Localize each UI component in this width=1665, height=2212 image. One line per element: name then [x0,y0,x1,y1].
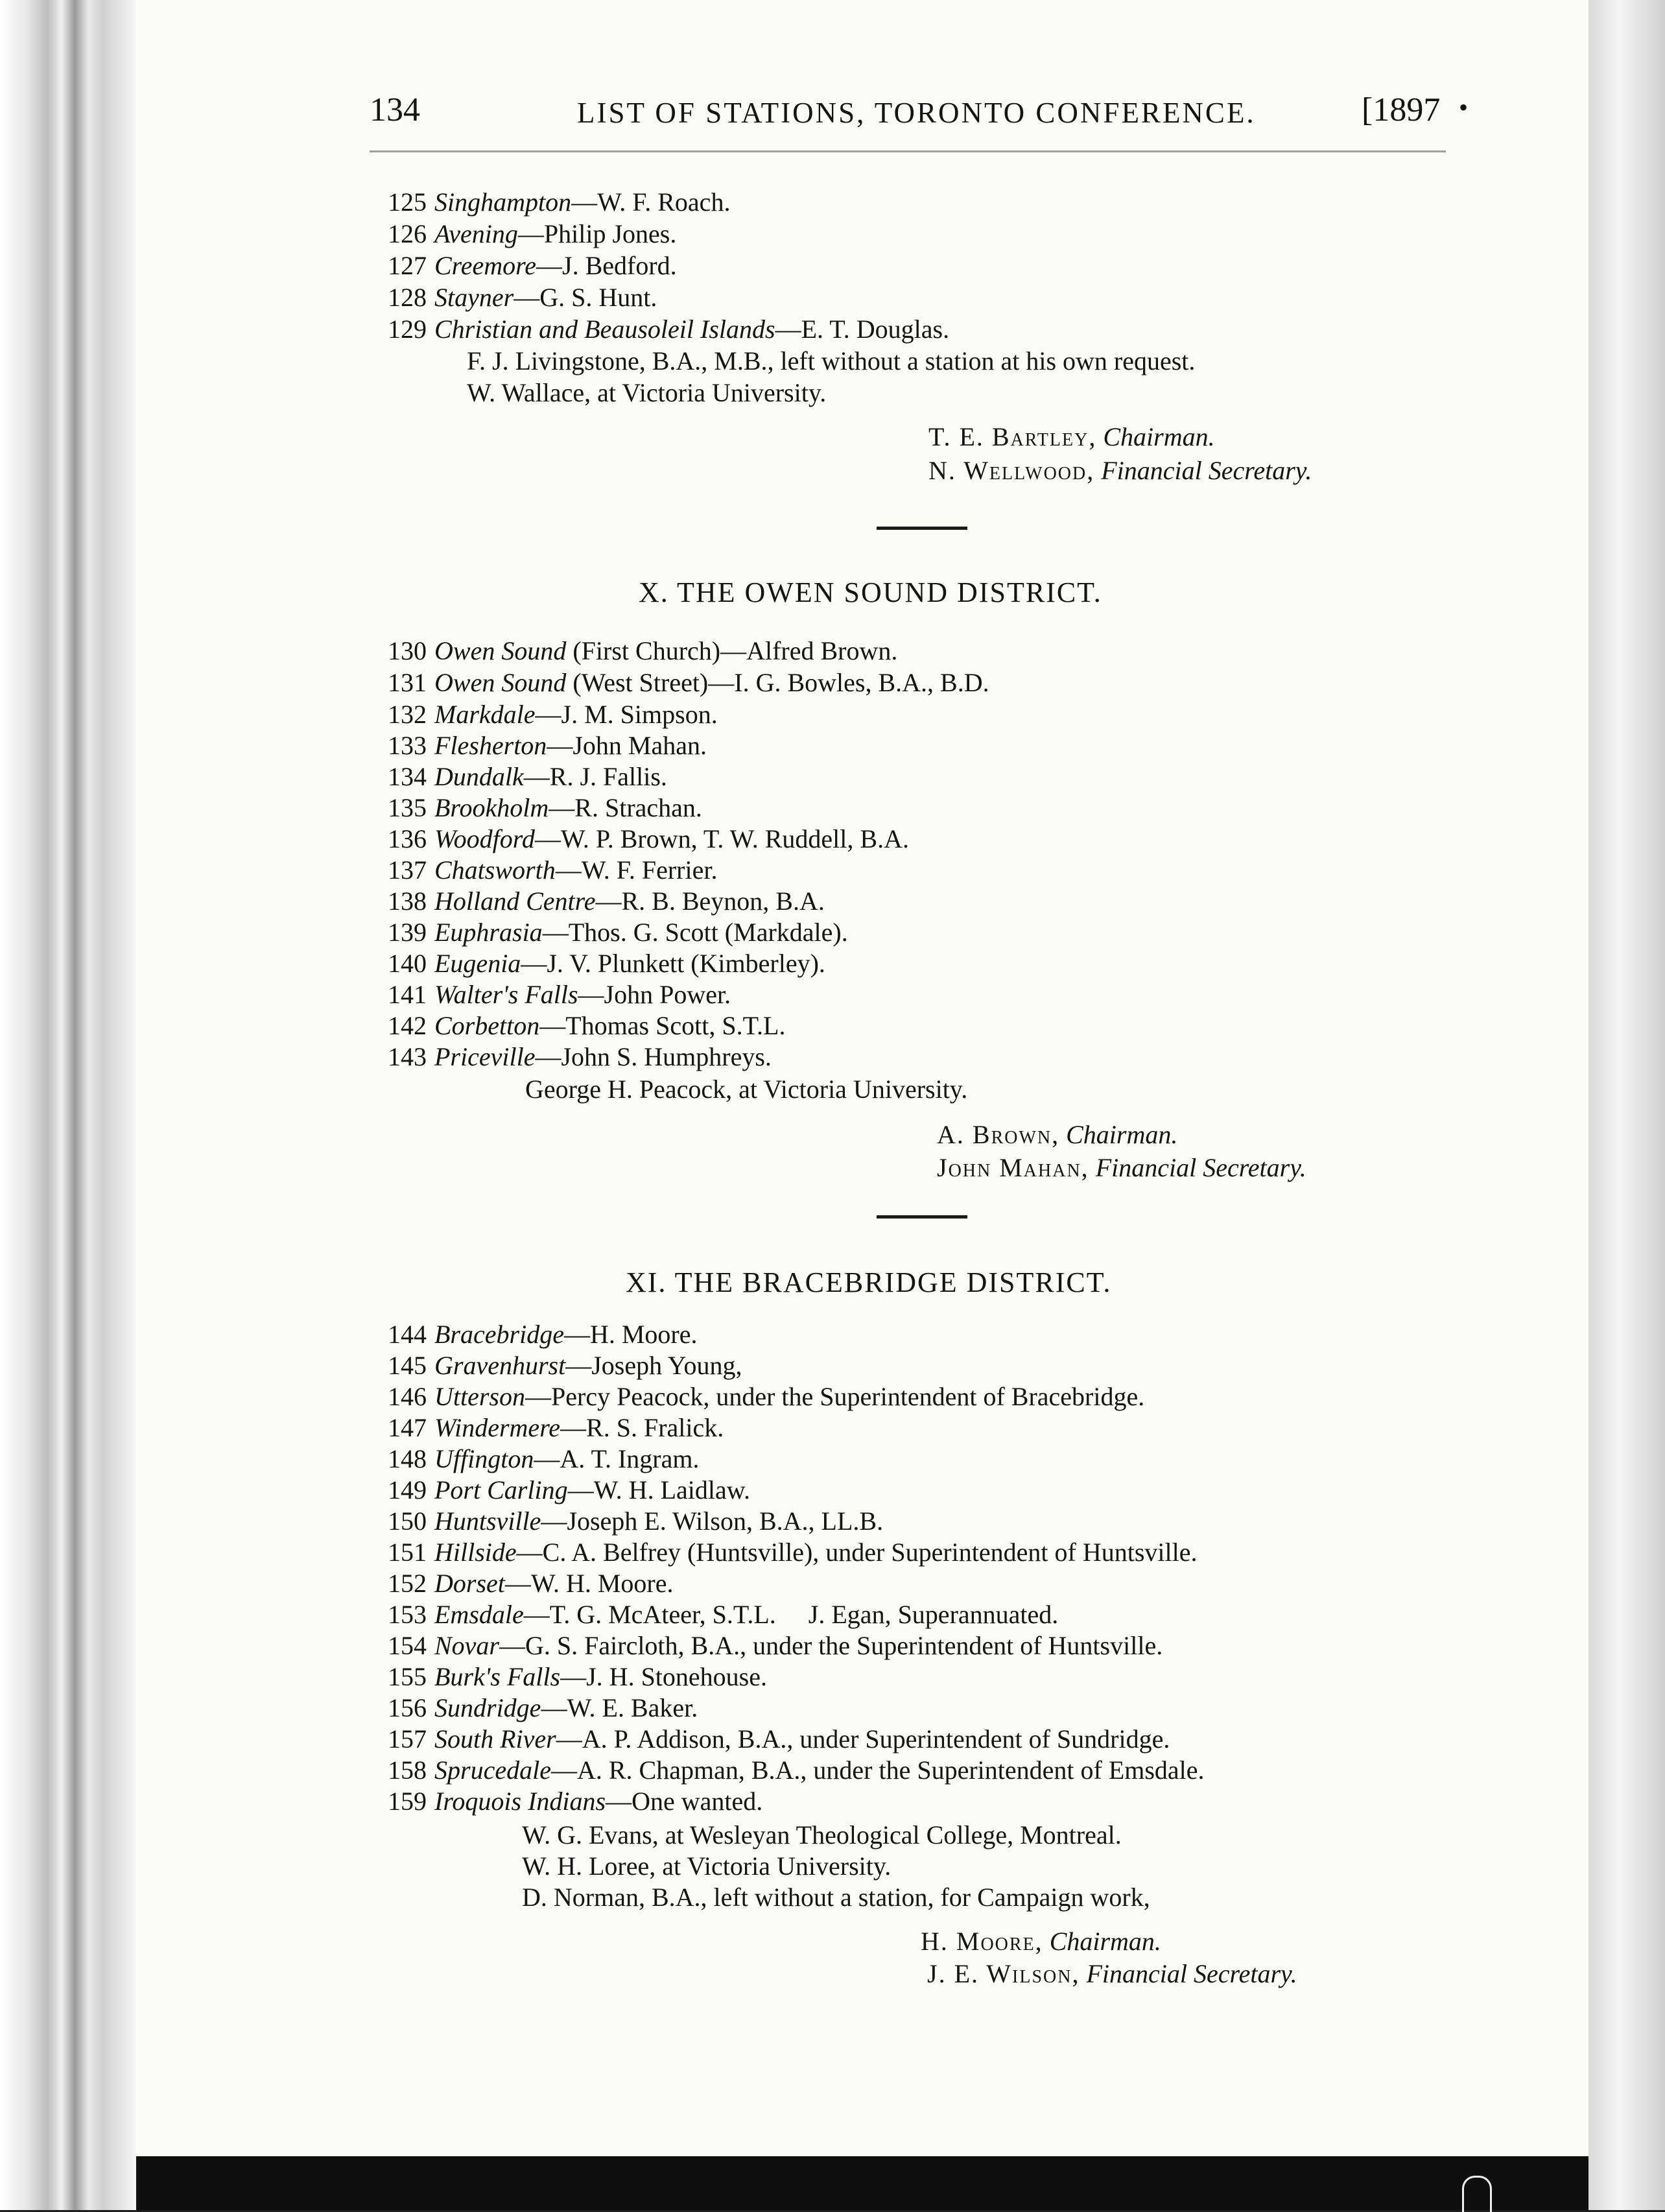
station-entry: 146 Utterson—Percy Peacock, under the Superintendent of Bracebridge. [388,1382,1145,1411]
station-entry: 152 Dorset—W. H. Moore. [388,1569,674,1598]
station-entry: 131 Owen Sound (West Street)—I. G. Bowles, B.A., B.D. [388,668,989,697]
station-entry: 158 Sprucedale—A. R. Chapman, B.A., under the Superintendent of Emsdale. [388,1755,1205,1785]
station-entry: 129 Christian and Beausoleil Islands—E. T. Douglas. [388,315,950,344]
station-entry: 130 Owen Sound (First Church)—Alfred Brown. [388,636,898,665]
station-entry: 148 Uffington—A. T. Ingram. [388,1444,700,1473]
station-entry: 139 Euphrasia—Thos. G. Scott (Markdale). [388,918,848,947]
year-marker: [1897 [1362,91,1441,128]
bottom-shadow [136,2156,1588,2210]
station-entry: 154 Novar—G. S. Faircloth, B.A., under the Superintendent of Huntsville. [388,1631,1163,1660]
header-bullet: • [1459,93,1469,122]
facing-page-edge [1588,0,1665,2210]
station-entry: 151 Hillside—C. A. Belfrey (Huntsville), under Superintendent of Huntsville. [388,1538,1198,1567]
station-entry: 159 Iroquois Indians—One wanted. [388,1787,763,1816]
station-entry: 140 Eugenia—J. V. Plunkett (Kimberley). [388,949,825,978]
station-entry: 135 Brookholm—R. Strachan. [388,793,702,822]
note-line: W. G. Evans, at Wesleyan Theological College, Montreal. [522,1820,1122,1849]
station-entry: 141 Walter's Falls—John Power. [388,980,731,1009]
district-heading: X. THE OWEN SOUND DISTRICT. [639,577,1102,608]
station-entry: 125 Singhampton—W. F. Roach. [388,187,731,217]
note-line: D. Norman, B.A., left without a station, for Campaign work, [522,1883,1150,1912]
station-entry: 128 Stayner—G. S. Hunt. [388,283,657,312]
section-divider [877,1215,967,1219]
note-line: F. J. Livingstone, B.A., M.B., left without a station at his own request. [467,346,1196,375]
station-entry: 132 Markdale—J. M. Simpson. [388,700,718,729]
secretary-signature: John Mahan, Financial Secretary. [937,1153,1306,1182]
header-rule [370,150,1446,152]
page-number: 134 [370,91,420,128]
district-heading: XI. THE BRACEBRIDGE DISTRICT. [626,1267,1112,1298]
running-title: LIST OF STATIONS, TORONTO CONFERENCE. [577,97,1256,129]
station-entry: 126 Avening—Philip Jones. [388,219,677,248]
station-entry: 153 Emsdale—T. G. McAteer, S.T.L. J. Egan, Superannuated. [388,1600,1059,1629]
station-entry: 155 Burk's Falls—J. H. Stonehouse. [388,1662,767,1691]
note-line: W. H. Loree, at Victoria University. [522,1851,892,1881]
station-entry: 138 Holland Centre—R. B. Beynon, B.A. [388,886,825,916]
station-entry: 127 Creemore—J. Bedford. [388,251,677,280]
station-entry: 142 Corbetton—Thomas Scott, S.T.L. [388,1011,786,1040]
secretary-signature: N. Wellwood, Financial Secretary. [928,456,1312,485]
station-entry: 137 Chatsworth—W. F. Ferrier. [388,855,718,885]
station-entry: 145 Gravenhurst—Joseph Young, [388,1351,742,1380]
station-entry: 150 Huntsville—Joseph E. Wilson, B.A., LL.B. [388,1506,884,1536]
station-entry: 136 Woodford—W. P. Brown, T. W. Ruddell, B.A. [388,824,909,853]
chairman-signature: T. E. Bartley, Chairman. [928,422,1215,451]
chairman-signature: H. Moore, Chairman. [921,1927,1161,1956]
note-line: W. Wallace, at Victoria University. [467,378,827,407]
station-entry: 157 South River—A. P. Addison, B.A., under Superintendent of Sundridge. [388,1724,1170,1754]
section-divider [877,527,967,530]
page-header [370,91,1472,143]
note-line: George H. Peacock, at Victoria University. [525,1075,968,1104]
secretary-signature: J. E. Wilson, Financial Secretary. [927,1959,1297,1988]
station-entry: 149 Port Carling—W. H. Laidlaw. [388,1475,751,1504]
page-corner-curl [1462,2176,1492,2212]
station-entry: 156 Sundridge—W. E. Baker. [388,1693,698,1722]
station-entry: 144 Bracebridge—H. Moore. [388,1320,698,1349]
chairman-signature: A. Brown, Chairman. [937,1120,1178,1149]
station-entry: 143 Priceville—John S. Humphreys. [388,1042,772,1071]
book-spine-edge [0,0,136,2210]
station-entry: 133 Flesherton—John Mahan. [388,731,707,760]
station-entry: 147 Windermere—R. S. Fralick. [388,1413,724,1442]
station-entry: 134 Dundalk—R. J. Fallis. [388,762,667,791]
